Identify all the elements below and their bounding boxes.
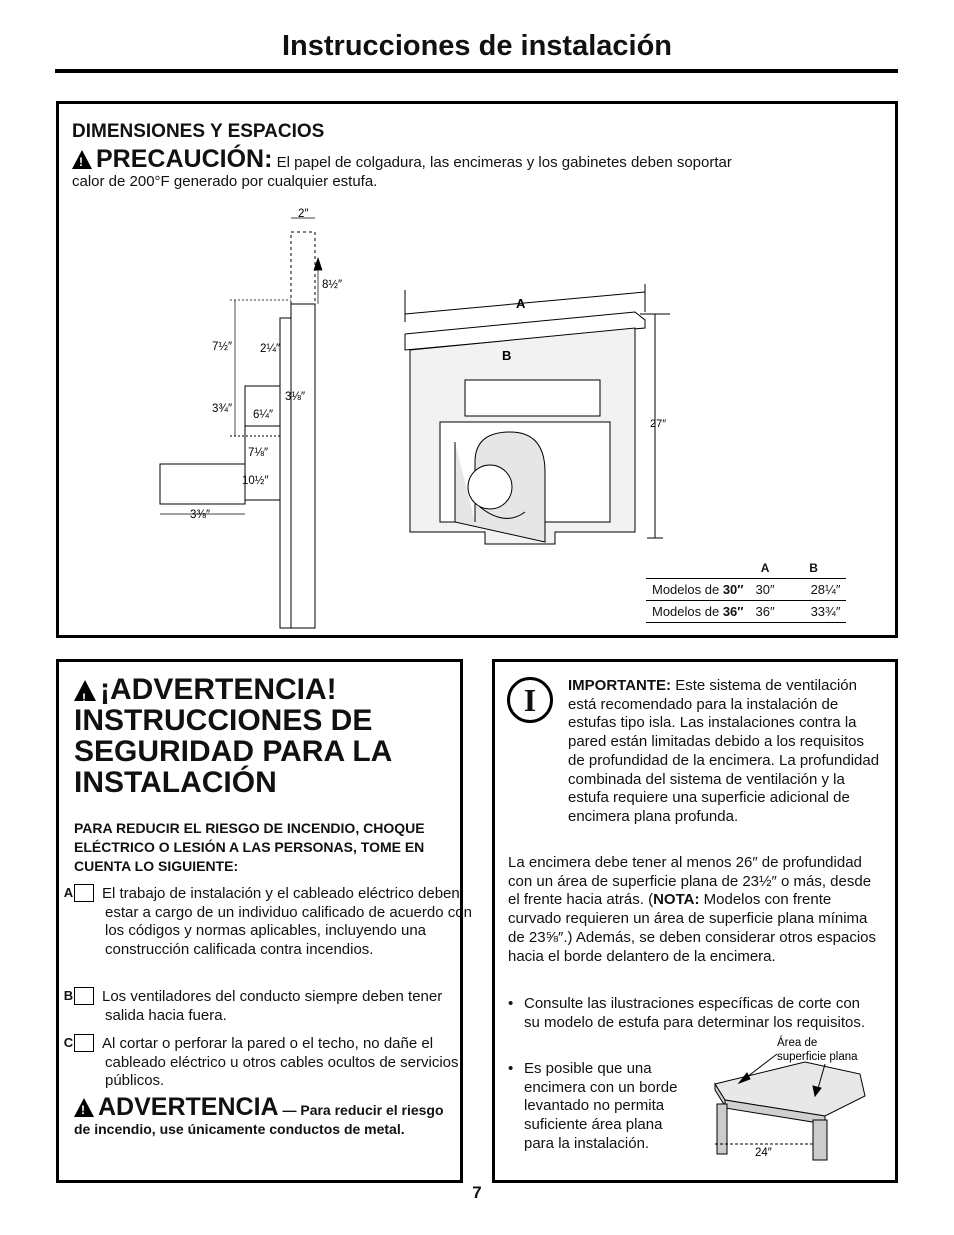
bullet-text: Consulte las ilustraciones específicas de corte con su modelo de estufa para determinar los requisitos. (524, 995, 866, 1031)
important-text: Este sistema de ventilación está recomendado para la instalación de estufas tipo isla. Las instalaciones contra la pared están limitadas debido a los requisitos de profundidad de la encimera. La profundidad combinada del sistema de ventilación y la estufa requiere una superficie adicional de encimera plana profunda. (568, 677, 880, 825)
warning-icon (72, 150, 92, 169)
countertop-text-a: La encimera debe tener al menos 26″ de profundidad con un área de superficie plana de 23½″ o más, desde el frente hacia atrás. ( (508, 854, 872, 909)
col-header-a: A (760, 561, 770, 575)
row-a: 36″ (755, 604, 775, 619)
precaution-word: PRECAUCIÓN: (96, 145, 273, 173)
col-header-b: B (809, 561, 818, 575)
dim-label: 2″ (298, 208, 309, 220)
important-lead: IMPORTANTE: (568, 677, 672, 694)
row-a: 30″ (755, 582, 775, 597)
warning-icon (74, 680, 96, 701)
page-number: 7 (472, 1183, 482, 1202)
precaution-text-2: calor de 200°F generado por cualquier estufa. (72, 173, 378, 190)
warning-title (74, 674, 454, 798)
bullet-text: Es posible que una encimera con un borde levantado no permita suficiente área plana para la instalación. (524, 1060, 678, 1152)
warning-title-text: ¡ADVERTENCIA! INSTRUCCIONES DE SEGURIDAD PARA LA INSTALACIÓN (74, 673, 392, 799)
table-row (646, 601, 846, 623)
dim-label: 3¾″ (212, 403, 233, 415)
dim-label: 10½″ (242, 475, 269, 487)
item-label: A (74, 884, 94, 902)
advertencia-text: — Para reducir el riesgo de incendio, use únicamente conductos de metal. (74, 1102, 444, 1137)
warning-subtitle: PARA REDUCIR EL RIESGO DE INCENDIO, CHOQUE ELÉCTRICO O LESIÓN A LAS PERSONAS, TOME EN CUENTA LO SIGUIENTE: (74, 820, 425, 874)
title-rule (55, 69, 898, 73)
item-label: C (74, 1034, 94, 1052)
dim-label: 2¼″ (260, 343, 281, 355)
warning-icon (74, 1098, 94, 1117)
front-view-diagram (395, 282, 685, 562)
precaution-text-1: El papel de colgadura, las encimeras y los gabinetes deben soportar (276, 154, 732, 171)
side-view-diagram (150, 200, 370, 632)
item-text: Los ventiladores del conducto siempre deben tener salida hacia fuera. (102, 988, 443, 1024)
nota-label: NOTA: (653, 891, 700, 909)
countertop-text-b: Modelos con frente curvado requieren un área de superficie plana mínima de 23⅝″.) Además, se deben considerar otros espacios hacia el borde delantero de la encimera. (508, 891, 877, 965)
row-model-size: 30″ (722, 582, 744, 597)
info-icon: I (507, 677, 553, 723)
front-label-a: A (516, 296, 526, 311)
front-label-height: 27″ (650, 418, 667, 430)
advertencia-word: ADVERTENCIA (98, 1093, 279, 1121)
list-item (63, 987, 485, 1025)
diagram-dim: 24″ (755, 1147, 772, 1159)
dim-label: 7⅛″ (248, 447, 269, 459)
diagram-label-text-2: superficie plana (777, 1051, 858, 1063)
row-model-size: 36″ (722, 604, 744, 619)
diagram-label (777, 1036, 858, 1063)
countertop-paragraph (508, 854, 883, 966)
row-b: 28¼″ (810, 582, 841, 597)
item-text: El trabajo de instalación y el cableado eléctrico deben estar a cargo de un individuo calificado de acuerdo con los códigos y normas aplicables, incluyendo una construcción calificada contra incendios. (102, 885, 472, 959)
front-label-b: B (502, 348, 512, 363)
row-prefix: Modelos de (652, 604, 723, 619)
dim-label: 8½″ (322, 279, 343, 291)
row-prefix: Modelos de (652, 582, 723, 597)
table-row (646, 579, 846, 601)
dim-label: 3⅜″ (190, 509, 211, 521)
section-heading: DIMENSIONES Y ESPACIOS (72, 121, 325, 142)
item-label: B (74, 987, 94, 1005)
table-header-row (646, 558, 846, 579)
dim-label: 6¼″ (253, 409, 274, 421)
item-text: Al cortar o perforar la pared o el techo, no dañe el cableado eléctrico u otros cables ocultos de servicios públicos. (102, 1035, 459, 1090)
dim-label: 3⅛″ (285, 391, 306, 403)
page-title: Instrucciones de instalación (282, 30, 672, 62)
list-item (63, 1034, 485, 1091)
important-paragraph (568, 677, 883, 827)
model-dimensions-table (646, 558, 846, 623)
row-b: 33¾″ (810, 604, 841, 619)
countertop-diagram (705, 1034, 890, 1164)
dim-label: 7½″ (212, 341, 233, 353)
diagram-label-text: Área de (777, 1037, 818, 1049)
precaution-paragraph (72, 145, 872, 191)
list-item (63, 884, 485, 960)
metal-duct-warning (74, 1093, 444, 1139)
